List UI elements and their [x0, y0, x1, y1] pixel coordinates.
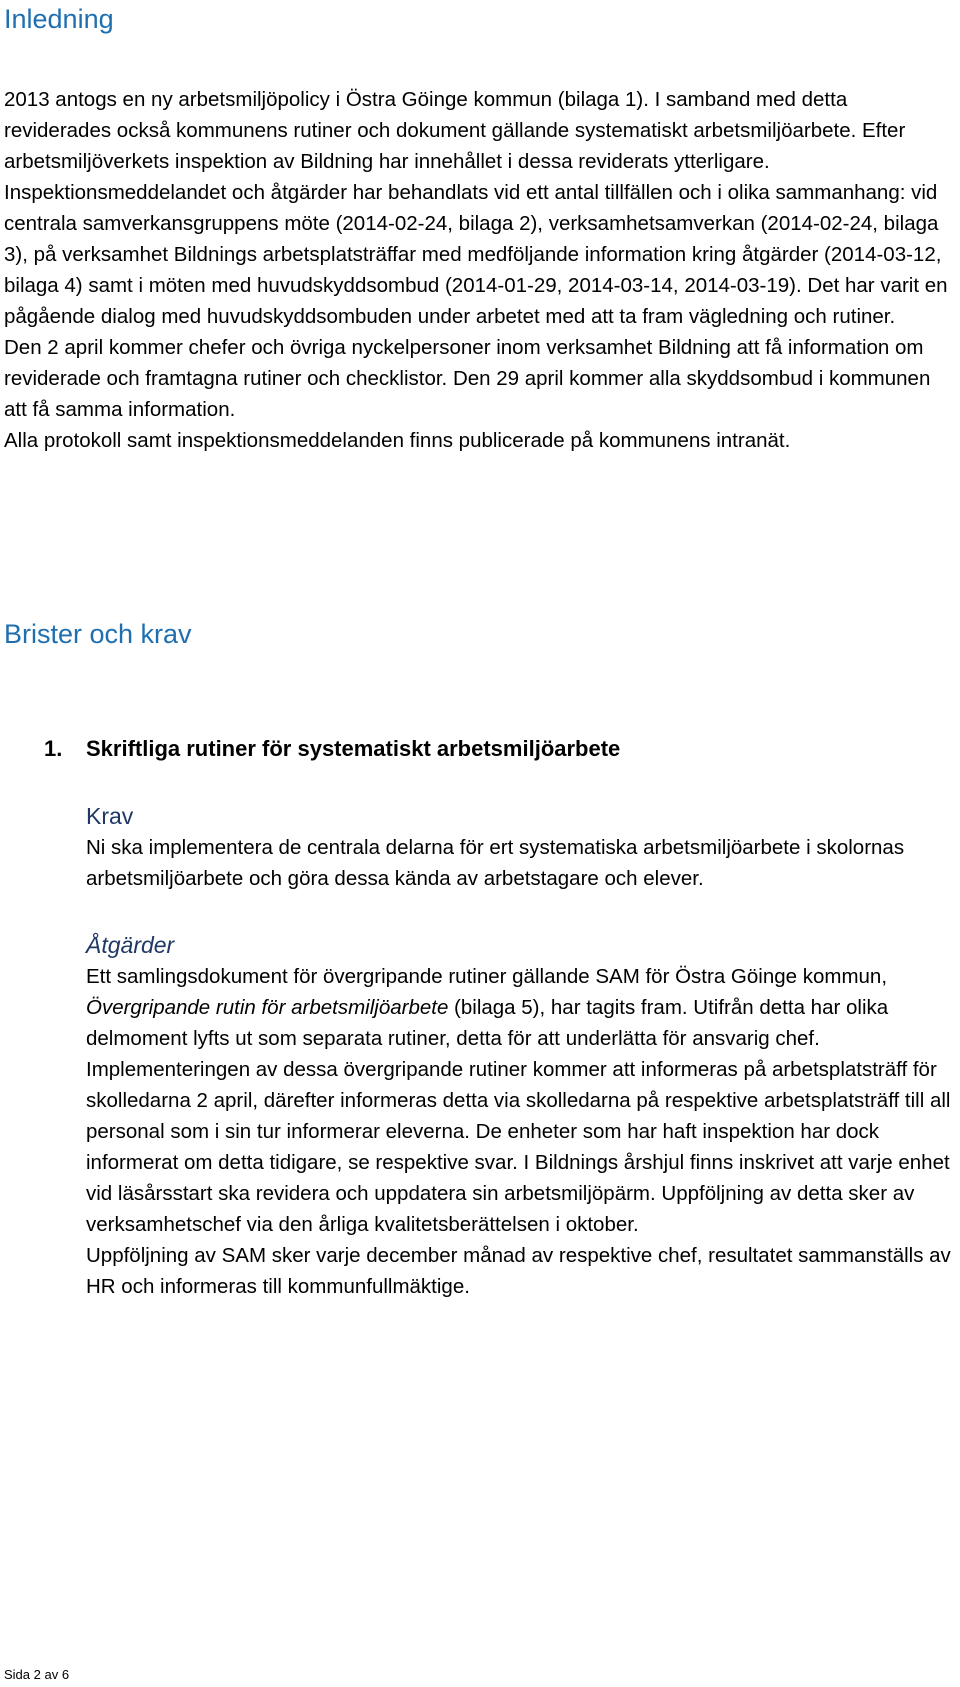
intro-paragraph-4: Alla protokoll samt inspektionsmeddelanden finns publicerade på kommunens intranät. — [4, 429, 791, 452]
page-number-footer: Sida 2 av 6 — [4, 1667, 70, 1682]
intro-paragraph-3: Den 2 april kommer chefer och övriga nyckelpersoner inom verksamhet Bildning att få information om reviderade och framtagna rutiner och checklistor. Den 29 april kommer alla skyddsombud i kommunen att få samma information. — [4, 336, 931, 421]
atgarder-paragraph-2: Implementeringen av dessa övergripande rutiner kommer att informeras på arbetsplatsträff för skolledarna 2 april, därefter informeras detta via skolledarna på respektive arbetsplatsträff till all personal som i sin tur informerar eleverna. De enheter som har haft inspektion har dock informerat om detta tidigare, se respektive svar. I Bildnings årshjul finns inskrivet att varje enhet vid läsårsstart ska revidera och uppdatera sin arbetsmiljöpärm. Uppföljning av detta sker av verksamhetschef via den årliga kvalitetsberättelsen i oktober. — [86, 1058, 951, 1236]
atgarder-p1-text-before: Ett samlingsdokument för övergripande rutiner gällande SAM för Östra Göinge kommun, — [86, 965, 888, 988]
list-number: 1. — [44, 736, 63, 761]
atgarder-p1-text-after: (bilaga 5), har tagits fram. Utifrån detta har olika delmoment lyfts ut som separata rutiner, detta för att underlätta för ansvarig chef. — [86, 996, 889, 1050]
heading-brister-och-krav: Brister och krav — [4, 619, 192, 649]
atgarder-paragraph-1 — [86, 961, 954, 1054]
intro-section — [4, 84, 954, 456]
krav-section — [86, 800, 954, 894]
heading-inledning: Inledning — [4, 4, 114, 34]
atgarder-heading: Åtgärder — [86, 932, 175, 958]
document-title-italic: Övergripande rutin för arbetsmiljöarbete — [86, 996, 449, 1019]
intro-paragraph-1: 2013 antogs en ny arbetsmiljöpolicy i Östra Göinge kommun (bilaga 1). I samband med detta reviderades också kommunens rutiner och dokument gällande systematiskt arbetsmiljöarbete. Efter arbetsmiljöverkets inspektion av Bildning har innehållet i dessa reviderats ytterligare. — [4, 88, 906, 173]
krav-heading: Krav — [86, 803, 134, 829]
item-title: Skriftliga rutiner för systematiskt arbetsmiljöarbete — [86, 736, 621, 761]
atgarder-paragraph-3: Uppföljning av SAM sker varje december månad av respektive chef, resultatet sammanställs av HR och informeras till kommunfullmäktige. — [86, 1244, 951, 1298]
intro-paragraph-2: Inspektionsmeddelandet och åtgärder har behandlats vid ett antal tillfällen och i olika sammanhang: vid centrala samverkansgruppens möte (2014-02-24, bilaga 2), verksamhetsamverkan (2014-02-24, bilaga 3), på verksamhet Bildnings arbetsplatsträffar med medföljande information kring åtgärder (2014-03-12, bilaga 4) samt i möten med huvudskyddsombud (2014-01-29, 2014-03-14, 2014-03-19). Det har varit en pågående dialog med huvudskyddsombuden under arbetet med att ta fram vägledning och rutiner. — [4, 181, 948, 328]
numbered-item-1-title — [44, 733, 954, 765]
krav-text: Ni ska implementera de centrala delarna för ert systematiska arbetsmiljöarbete i skolornas arbetsmiljöarbete och göra dessa kända av arbetstagare och elever. — [86, 836, 905, 890]
atgarder-section — [86, 929, 954, 1302]
